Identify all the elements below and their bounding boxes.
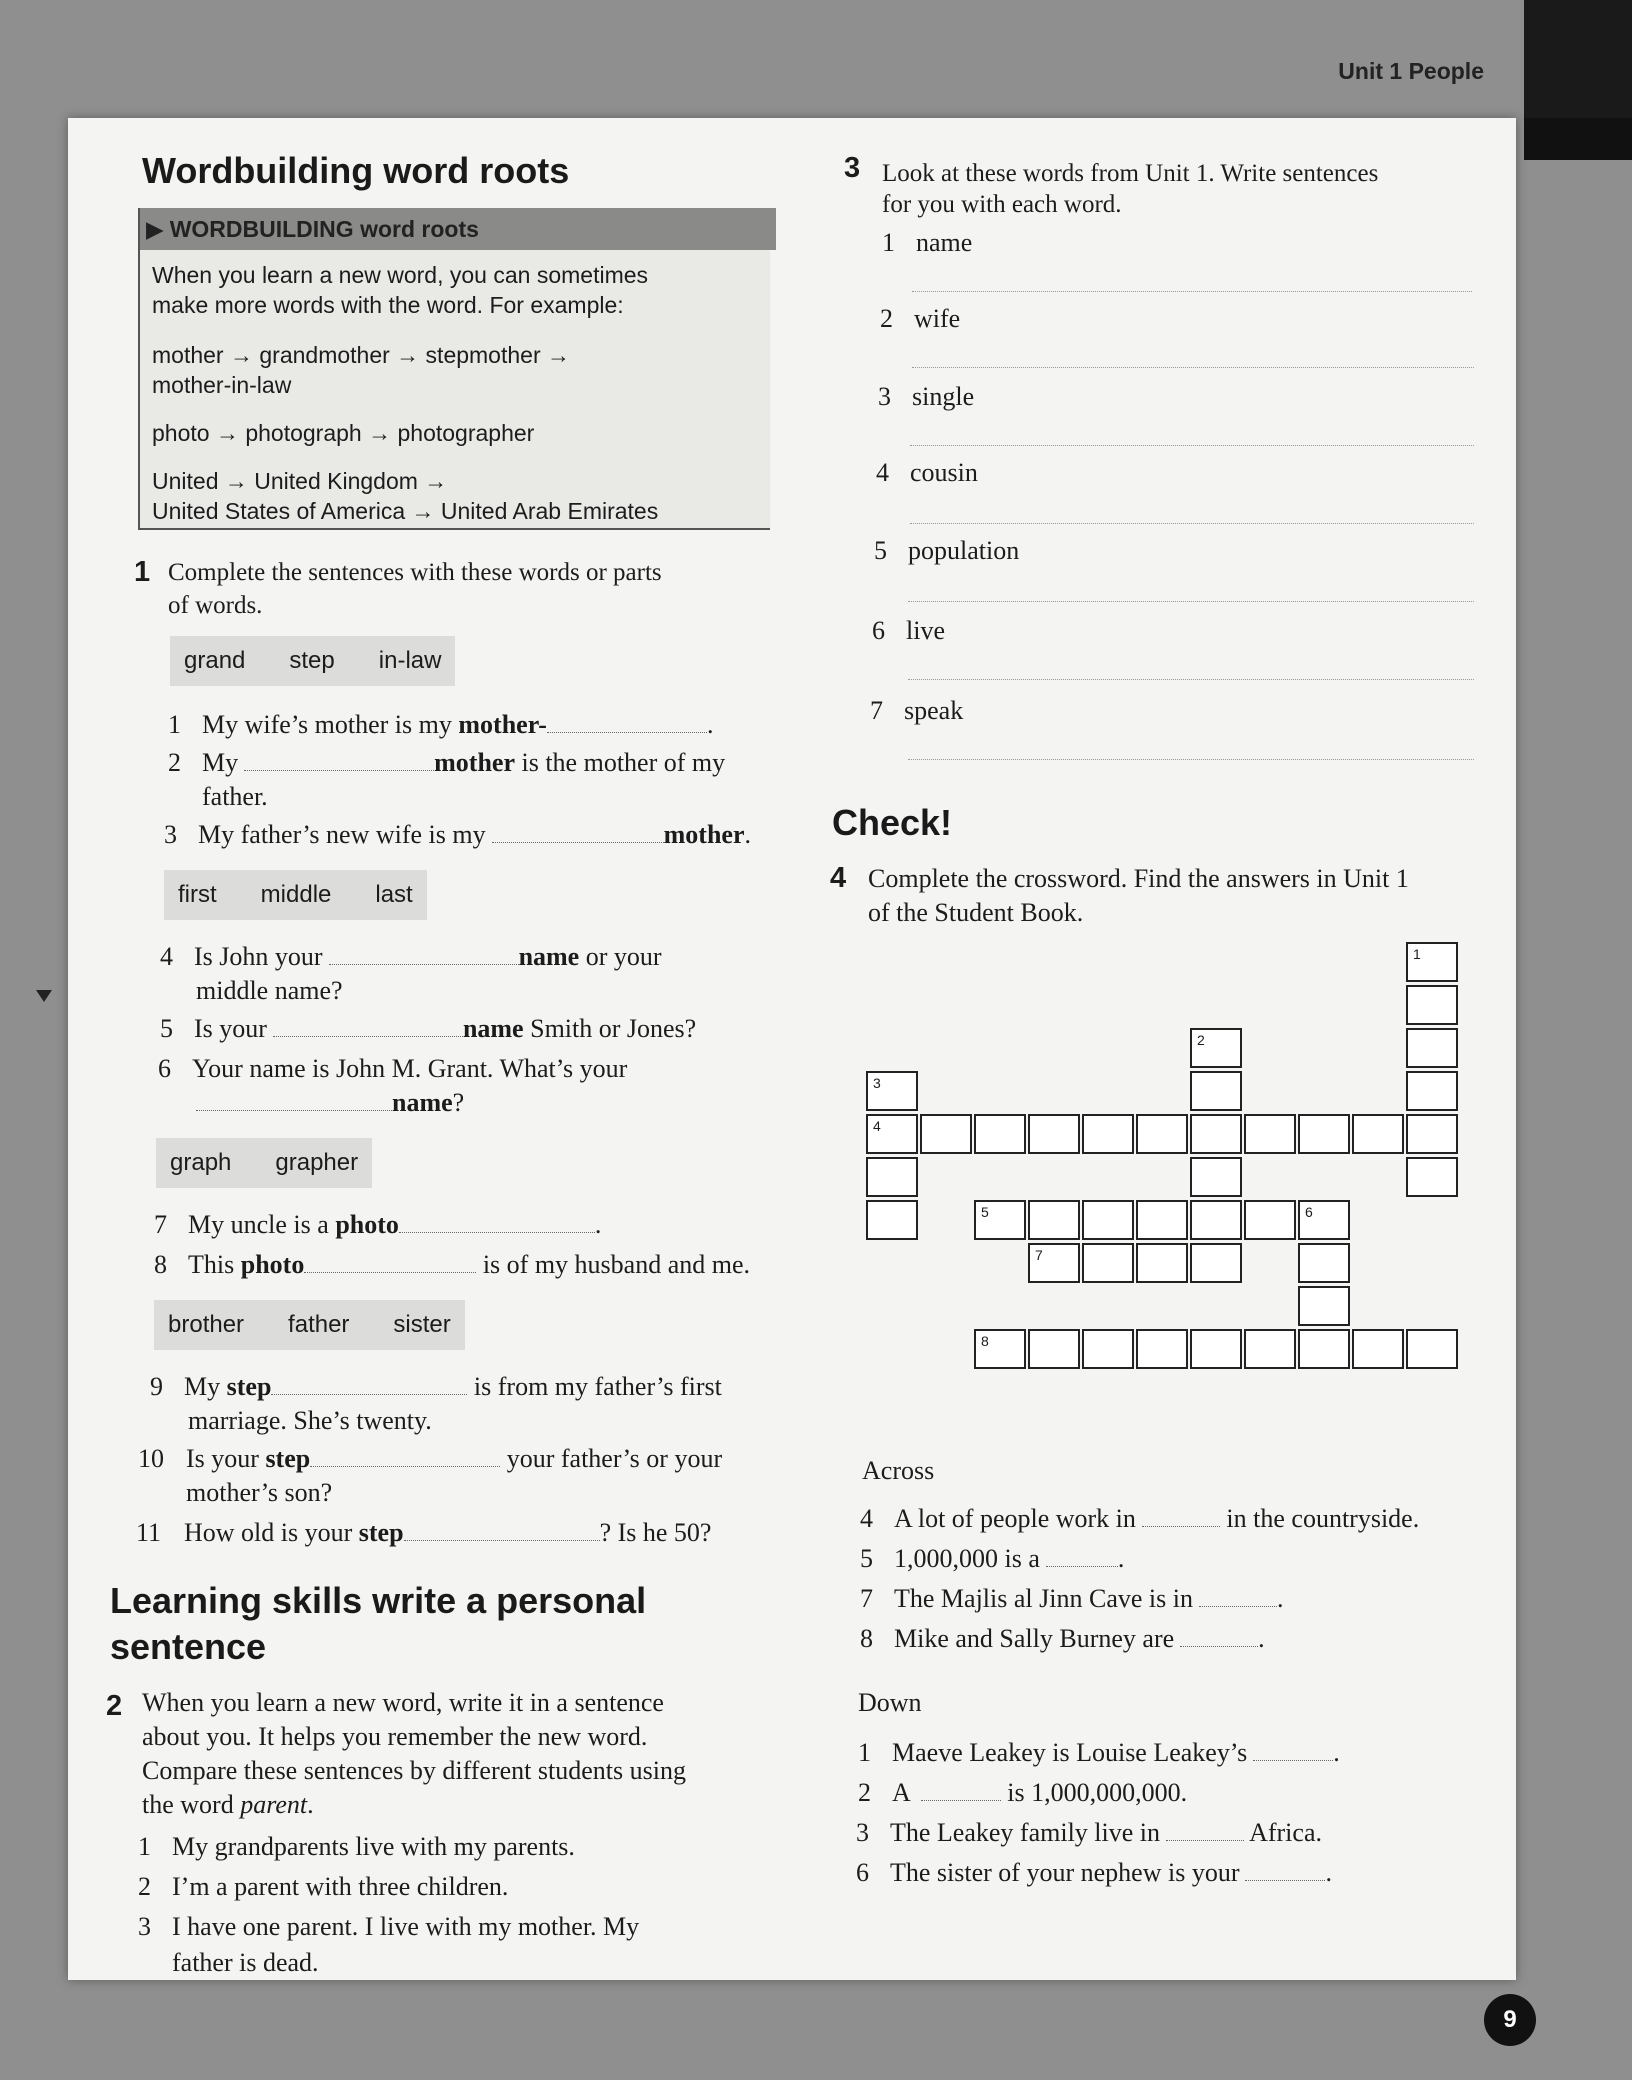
exercise-4-number: 4 (830, 862, 847, 894)
exercise-3-number: 3 (844, 152, 861, 184)
clue-text: . (1276, 1584, 1284, 1613)
down-clue-1 (858, 1736, 1340, 1770)
ex1-item-8 (154, 1248, 750, 1282)
item-bold: step (226, 1372, 272, 1401)
across-clue-8 (860, 1622, 1265, 1656)
ex1-item-5 (160, 1012, 696, 1046)
clue-number: 6 (856, 1858, 869, 1887)
crossword-clue-number: 7 (1035, 1247, 1043, 1263)
ex2-item-1 (138, 1830, 575, 1864)
item-number: 9 (150, 1372, 163, 1401)
crossword-cell[interactable] (1244, 1114, 1296, 1154)
crossword-cell[interactable] (1028, 1243, 1080, 1283)
item-word: speak (904, 696, 964, 725)
clue-text: The Leakey family live in (890, 1818, 1161, 1847)
item-bold: mother (663, 820, 745, 849)
ex3-word-4 (876, 456, 978, 490)
crossword-cell[interactable] (1082, 1243, 1134, 1283)
ex1-item-10-cont: mother’s son? (186, 1478, 333, 1507)
answer-blank[interactable] (1046, 1544, 1118, 1567)
example-line-5: United States of America → United Arab Emirates (152, 498, 659, 524)
answer-blank[interactable] (404, 1518, 600, 1541)
crossword-cell[interactable] (866, 1157, 918, 1197)
clue-number: 7 (860, 1584, 873, 1613)
ex1-item-4 (160, 940, 662, 974)
crossword-cell[interactable] (1028, 1114, 1080, 1154)
item-bold: step (358, 1518, 404, 1547)
crossword-cell[interactable] (1190, 1329, 1242, 1369)
item-text: Is your (194, 1014, 267, 1043)
clue-text: . (1333, 1738, 1340, 1767)
clue-text: The sister of your nephew is your (890, 1858, 1240, 1887)
example-line-3: photo → photograph → photographer (152, 420, 535, 446)
item-text: My grandparents live with my parents. (172, 1832, 575, 1861)
item-number: 3 (138, 1912, 151, 1941)
writing-line[interactable] (910, 444, 1474, 446)
writing-line[interactable] (908, 758, 1474, 760)
clue-text: is 1,000,000,000. (1000, 1778, 1188, 1807)
crossword-cell[interactable] (1190, 1028, 1242, 1068)
box-title: WORDBUILDING word roots (169, 216, 479, 242)
crossword-cell[interactable] (1082, 1329, 1134, 1369)
crossword-cell[interactable] (1190, 1157, 1242, 1197)
item-number: 8 (154, 1250, 167, 1279)
ex2-item-3 (138, 1910, 639, 1944)
wordbuilding-title: Wordbuilding word roots (142, 150, 570, 191)
instruction-line: for you with each word. (882, 191, 1122, 218)
ex1-item-9-cont: marriage. She’s twenty. (188, 1406, 432, 1435)
item-text: This (188, 1250, 241, 1279)
page-number: 9 (1484, 1994, 1536, 2046)
instruction-line: Look at these words from Unit 1. Write sentences (882, 160, 1379, 187)
clue-text: Africa. (1244, 1818, 1322, 1847)
ex1-item-3 (164, 818, 751, 852)
writing-line[interactable] (912, 290, 1472, 292)
answer-blank[interactable] (273, 1014, 463, 1037)
word-bank-1 (170, 636, 455, 686)
writing-line[interactable] (910, 522, 1474, 524)
crossword-cell[interactable] (1298, 1286, 1350, 1326)
intro-line-1: When you learn a new word, you can sometimes (152, 262, 649, 288)
down-clue-6 (856, 1856, 1332, 1890)
ex3-word-3 (878, 380, 974, 414)
clue-text: A (892, 1778, 911, 1807)
item-text: your father’s or your (500, 1444, 723, 1473)
item-text: is from my father’s first (467, 1372, 722, 1401)
exercise-4-instruction (868, 862, 1409, 930)
crossword-cell[interactable] (1406, 1028, 1458, 1068)
item-bold: mother- (458, 710, 547, 739)
item-number: 5 (874, 536, 887, 565)
ex1-item-6 (158, 1052, 627, 1086)
crossword-cell[interactable] (1352, 1329, 1404, 1369)
item-number: 5 (160, 1014, 173, 1043)
crossword-cell[interactable] (1136, 1200, 1188, 1240)
item-text: I have one parent. I live with my mother. My (172, 1912, 640, 1941)
ex1-item-2-cont: father. (202, 782, 268, 811)
para-end: . (307, 1790, 314, 1819)
bank-word: step (289, 647, 335, 674)
item-text: My (184, 1372, 227, 1401)
crossword-cell[interactable] (1406, 1329, 1458, 1369)
ex1-item-6-cont (196, 1086, 464, 1120)
clue-text: . (1117, 1544, 1125, 1573)
clue-number: 5 (860, 1544, 873, 1573)
bank-word: grand (184, 647, 246, 674)
crossword-cell[interactable] (1406, 985, 1458, 1025)
unit-label: Unit 1 (1338, 58, 1403, 84)
item-word: single (912, 382, 975, 411)
across-clue-4 (860, 1502, 1419, 1536)
item-number: 6 (872, 616, 885, 645)
crossword-cell[interactable] (1352, 1114, 1404, 1154)
answer-blank[interactable] (1180, 1624, 1258, 1647)
item-number: 7 (154, 1210, 167, 1239)
intro-line-2: make more words with the word. For example: (152, 292, 624, 318)
item-word: cousin (910, 458, 978, 487)
crossword-cell[interactable] (1406, 1071, 1458, 1111)
crossword-clue-number: 3 (873, 1075, 881, 1091)
crossword-cell[interactable] (1298, 1329, 1350, 1369)
clue-number: 1 (858, 1738, 871, 1767)
across-title: Across (862, 1456, 935, 1485)
item-number: 4 (876, 458, 889, 487)
ex3-word-7 (870, 694, 963, 728)
crossword-cell[interactable] (866, 1200, 918, 1240)
crossword-cell[interactable] (1298, 1243, 1350, 1283)
clue-number: 8 (860, 1624, 873, 1653)
example-line-1: mother → grandmother → stepmother → (152, 342, 570, 368)
item-text: or your (579, 942, 662, 971)
crossword-clue-number: 4 (873, 1118, 881, 1134)
ex3-word-2 (880, 302, 960, 336)
crossword-cell[interactable] (1244, 1200, 1296, 1240)
para-line: the word (142, 1790, 241, 1819)
answer-blank[interactable] (399, 1210, 595, 1233)
bank-word: father (288, 1311, 350, 1338)
answer-blank[interactable] (1199, 1584, 1277, 1607)
wordbuilding-box-header (140, 208, 776, 250)
margin-mark (36, 990, 52, 1002)
ex3-word-1 (882, 226, 972, 260)
crossword-cell[interactable] (1190, 1200, 1242, 1240)
item-number: 11 (136, 1518, 162, 1547)
bank-word: in-law (378, 647, 442, 674)
item-text: How old is your (184, 1518, 359, 1547)
example-line-2: mother-in-law (152, 372, 292, 398)
across-clue-5 (860, 1542, 1124, 1576)
item-number: 1 (138, 1832, 151, 1861)
item-number: 2 (168, 748, 181, 777)
ex1-item-11 (136, 1516, 711, 1550)
crossword-cell[interactable] (1406, 1114, 1458, 1154)
para-line: about you. It helps you remember the new word. (142, 1722, 648, 1751)
answer-blank[interactable] (1245, 1858, 1325, 1881)
clue-number: 3 (856, 1818, 869, 1847)
wordbuilding-box (138, 208, 770, 530)
bank-word: middle (260, 881, 332, 908)
ex3-word-6 (872, 614, 945, 648)
ex1-item-7 (154, 1208, 601, 1242)
instruction-line: Complete the crossword. Find the answers in Unit 1 (868, 864, 1409, 893)
crossword-cell[interactable] (866, 1114, 918, 1154)
answer-blank[interactable] (547, 710, 707, 733)
crossword-clue-number: 1 (1413, 946, 1421, 962)
answer-blank[interactable] (921, 1778, 1001, 1801)
ex3-word-5 (874, 534, 1019, 568)
crossword-cell[interactable] (974, 1114, 1026, 1154)
item-text: . (706, 710, 714, 739)
item-text: is the mother of my (514, 748, 726, 777)
item-bold: mother (434, 748, 515, 777)
item-text: Smith or Jones? (523, 1014, 697, 1043)
crossword-clue-number: 5 (981, 1204, 989, 1220)
item-word: live (906, 616, 945, 645)
instruction-line: Complete the sentences with these words or parts (168, 559, 662, 586)
unit-header (1338, 58, 1484, 85)
clue-number: 2 (858, 1778, 871, 1807)
example-line-4: United → United Kingdom → (152, 468, 448, 494)
down-clue-3 (856, 1816, 1322, 1850)
crossword-clue-number: 2 (1197, 1032, 1205, 1048)
clue-text: Mike and Sally Burney are (894, 1624, 1175, 1653)
crossword-cell[interactable] (1244, 1329, 1296, 1369)
item-bold: photo (240, 1250, 305, 1279)
answer-blank[interactable] (492, 820, 664, 843)
learning-skills-title (110, 1578, 646, 1670)
item-bold: name (392, 1088, 453, 1117)
bank-word: first (178, 881, 217, 908)
answer-blank[interactable] (244, 748, 434, 771)
down-title: Down (858, 1688, 922, 1717)
item-bold: name (518, 942, 580, 971)
item-bold: name (462, 1014, 524, 1043)
answer-blank[interactable] (271, 1372, 467, 1395)
crossword-clue-number: 8 (981, 1333, 989, 1349)
bank-word: sister (393, 1311, 451, 1338)
answer-blank[interactable] (1253, 1738, 1333, 1761)
title-line: sentence (110, 1626, 267, 1667)
crossword-cell[interactable] (1190, 1243, 1242, 1283)
item-text: Your name is John M. Grant. What’s your (192, 1054, 628, 1083)
clue-text: in the countryside. (1219, 1504, 1420, 1533)
item-number: 4 (160, 942, 173, 971)
exercise-1-number: 1 (134, 556, 151, 588)
ex1-item-4-cont: middle name? (196, 976, 343, 1005)
exercise-1-instruction (168, 556, 662, 622)
ex2-item-2 (138, 1870, 508, 1904)
item-text: My (202, 748, 239, 777)
page-edge-dark (1524, 0, 1632, 118)
clue-text: A lot of people work in (894, 1504, 1136, 1533)
answer-blank[interactable] (1142, 1504, 1220, 1527)
answer-blank[interactable] (310, 1444, 500, 1467)
item-number: 7 (870, 696, 883, 725)
bank-word: last (375, 881, 413, 908)
word-bank-2 (164, 870, 427, 920)
check-title: Check! (832, 802, 953, 843)
item-number: 3 (878, 382, 891, 411)
crossword-cell[interactable] (920, 1114, 972, 1154)
clue-text: . (1325, 1858, 1332, 1887)
item-text: is of my husband and me. (476, 1250, 750, 1279)
ex1-item-2 (168, 746, 725, 780)
answer-blank[interactable] (1166, 1818, 1244, 1841)
crossword-cell[interactable] (1406, 1157, 1458, 1197)
ex2-item-3-cont: father is dead. (172, 1948, 319, 1977)
para-italic-word: parent (240, 1790, 308, 1819)
writing-line[interactable] (908, 678, 1474, 680)
clue-number: 4 (860, 1504, 873, 1533)
item-word: wife (914, 304, 961, 333)
crossword-cell[interactable] (1190, 1114, 1242, 1154)
ex1-item-10 (138, 1442, 722, 1476)
answer-blank[interactable] (304, 1250, 476, 1273)
item-number: 1 (882, 228, 895, 257)
word-bank-3 (156, 1138, 372, 1188)
crossword-cell[interactable] (1136, 1329, 1188, 1369)
item-text: Is your (186, 1444, 266, 1473)
writing-line[interactable] (908, 600, 1474, 602)
item-text: . (744, 820, 751, 849)
instruction-line: of words. (168, 592, 263, 619)
answer-blank[interactable] (196, 1088, 392, 1111)
crossword-cell[interactable] (1298, 1114, 1350, 1154)
crossword-cell[interactable] (974, 1200, 1026, 1240)
crossword-cell[interactable] (1028, 1200, 1080, 1240)
title-line: Learning skills write a personal (110, 1580, 647, 1621)
writing-line[interactable] (912, 366, 1474, 368)
crossword-cell[interactable] (1190, 1071, 1242, 1111)
item-word: name (916, 228, 973, 257)
bank-word: brother (168, 1311, 245, 1338)
clue-text: The Majlis al Jinn Cave is in (894, 1584, 1193, 1613)
crossword-clue-number: 6 (1305, 1204, 1313, 1220)
down-clue-2 (858, 1776, 1187, 1810)
exercise-2-paragraph (142, 1686, 686, 1822)
word-bank-4 (154, 1300, 465, 1350)
clue-text: . (1258, 1624, 1265, 1653)
item-number: 2 (880, 304, 893, 333)
item-number: 10 (138, 1444, 164, 1473)
thumb-tab (1524, 118, 1632, 160)
crossword-cell[interactable] (1028, 1329, 1080, 1369)
crossword-cell[interactable] (1298, 1200, 1350, 1240)
item-text: My wife’s mother is my (202, 710, 459, 739)
item-number: 2 (138, 1872, 151, 1901)
crossword-cell[interactable] (1082, 1200, 1134, 1240)
item-text: My uncle is a (188, 1210, 336, 1239)
item-text: Is John your (194, 942, 323, 971)
item-text: . (594, 1210, 602, 1239)
section-label: People (1408, 58, 1484, 84)
item-text: ? Is he 50? (599, 1518, 712, 1547)
item-number: 6 (158, 1054, 171, 1083)
crossword-cell[interactable] (974, 1329, 1026, 1369)
crossword-cell[interactable] (1136, 1114, 1188, 1154)
bank-word: graph (170, 1149, 232, 1176)
crossword-cell[interactable] (1136, 1243, 1188, 1283)
exercise-3-instruction (882, 158, 1378, 220)
item-text: ? (452, 1088, 465, 1117)
item-text: My father’s new wife is my (198, 820, 486, 849)
crossword-cell[interactable] (866, 1071, 918, 1111)
item-number: 1 (168, 710, 181, 739)
para-line: When you learn a new word, write it in a sentence (142, 1688, 664, 1717)
item-bold: photo (335, 1210, 399, 1239)
para-line: Compare these sentences by different students using (142, 1756, 686, 1785)
exercise-2-number: 2 (106, 1690, 123, 1722)
crossword-cell[interactable] (1082, 1114, 1134, 1154)
ex1-item-1 (168, 708, 713, 742)
item-word: population (908, 536, 1020, 565)
item-text: I’m a parent with three children. (172, 1872, 509, 1901)
play-arrow-icon: ▶ (146, 216, 164, 242)
clue-text: Maeve Leakey is Louise Leakey’s (892, 1738, 1248, 1767)
clue-text: 1,000,000 is a (894, 1544, 1040, 1573)
instruction-line: of the Student Book. (868, 898, 1084, 927)
item-bold: step (265, 1444, 311, 1473)
bank-word: grapher (275, 1149, 359, 1176)
across-clue-7 (860, 1582, 1283, 1616)
crossword-cell[interactable] (1406, 942, 1458, 982)
ex1-item-9 (150, 1370, 722, 1404)
answer-blank[interactable] (329, 942, 519, 965)
item-number: 3 (164, 820, 177, 849)
